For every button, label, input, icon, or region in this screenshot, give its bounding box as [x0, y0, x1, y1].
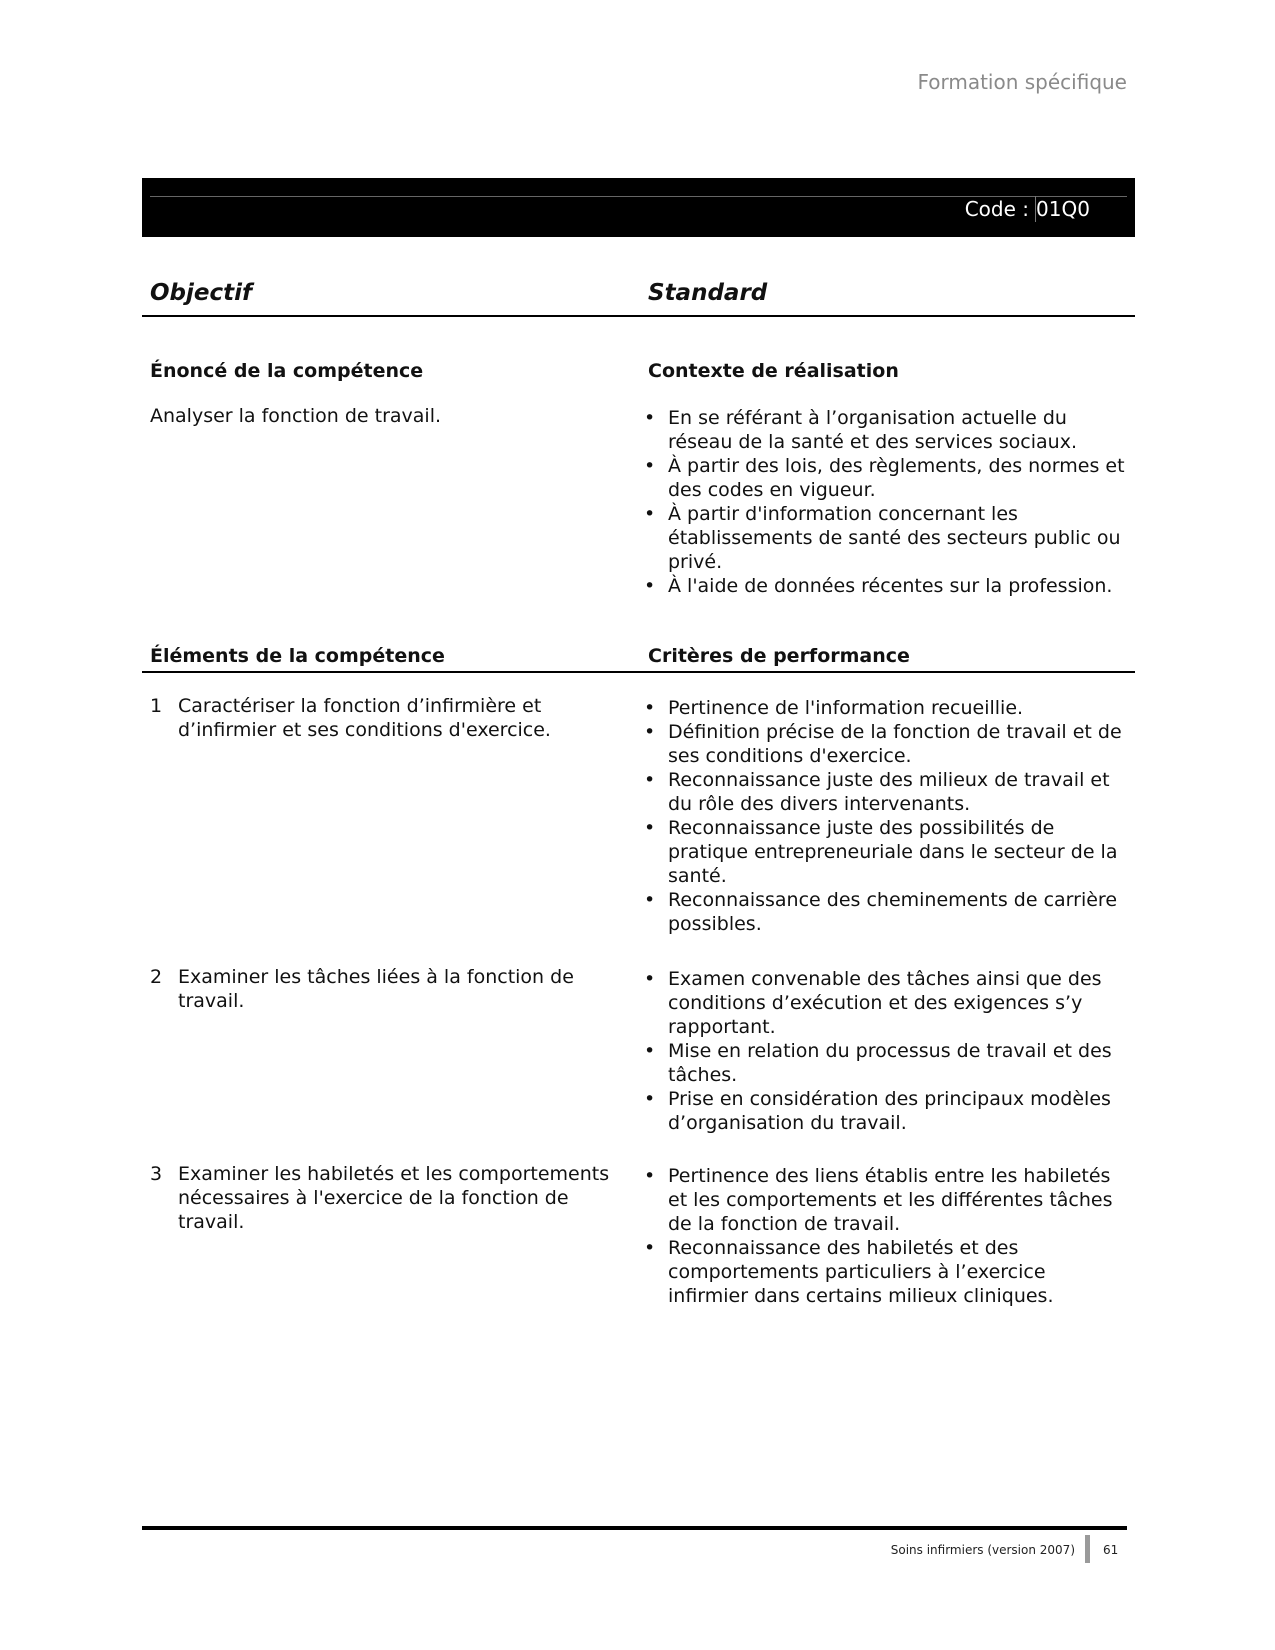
contexte-item: • À partir d'information concernant les établissements de santé des secteurs public ou privé. — [644, 502, 1130, 574]
criterion-item: • Reconnaissance des habiletés et des comportements particuliers à l’exercice infirmier dans certains milieux cliniques. — [644, 1236, 1130, 1308]
code-value: 01Q0 — [1036, 197, 1090, 221]
criterion-item: • Reconnaissance juste des possibilités de pratique entrepreneuriale dans le secteur de la santé. — [644, 816, 1130, 888]
competence-heading: Énoncé de la compétence — [150, 360, 424, 382]
criterion-item: • Pertinence des liens établis entre les habiletés et les comportements et les différentes tâches de la fonction de travail. — [644, 1164, 1130, 1236]
code-bar — [142, 178, 1135, 237]
contexte-heading: Contexte de réalisation — [648, 360, 899, 382]
element-text: Examiner les tâches liées à la fonction de travail. — [178, 966, 574, 1012]
column-heading-objectif: Objectif — [150, 280, 253, 306]
contexte-item: • À partir des lois, des règlements, des normes et des codes en vigueur. — [644, 454, 1130, 502]
competence-element-2 — [150, 965, 636, 1013]
criterion-item: • Définition précise de la fonction de travail et de ses conditions d'exercice. — [644, 720, 1130, 768]
code-label: Code : — [965, 196, 1036, 222]
criterion-item: • Reconnaissance juste des milieux de travail et du rôle des divers intervenants. — [644, 768, 1130, 816]
element-text: Caractériser la fonction d’infirmière et d’infirmier et ses conditions d'exercice. — [178, 695, 551, 741]
contexte-item: • À l'aide de données récentes sur la profession. — [644, 574, 1130, 598]
element-number: 2 — [150, 966, 163, 988]
criterion-item: • Reconnaissance des cheminements de carrière possibles. — [644, 888, 1130, 936]
running-head: Formation spécifique — [917, 70, 1127, 94]
criterion-item: • Mise en relation du processus de travail et des tâches. — [644, 1039, 1130, 1087]
criteria-list-1 — [644, 696, 1130, 936]
element-number: 1 — [150, 695, 163, 717]
page-number: 61 — [1103, 1543, 1119, 1557]
contexte-list — [644, 406, 1130, 598]
element-number: 3 — [150, 1163, 163, 1185]
competence-element-1 — [150, 694, 630, 742]
footer-rule — [142, 1526, 1127, 1530]
criterion-item: • Prise en considération des principaux modèles d’organisation du travail. — [644, 1087, 1130, 1135]
footer-title: Soins infirmiers (version 2007) — [890, 1543, 1075, 1557]
competence-statement: Analyser la fonction de travail. — [150, 405, 442, 427]
elements-heading-rule — [142, 671, 1135, 673]
criteria-list-2 — [644, 967, 1130, 1135]
elements-heading: Éléments de la compétence — [150, 645, 445, 667]
criteria-list-3 — [644, 1164, 1130, 1308]
criterion-item: • Examen convenable des tâches ainsi que des conditions d’exécution et des exigences s’y rapportant. — [644, 967, 1130, 1039]
column-heading-standard: Standard — [648, 280, 768, 306]
competence-element-3 — [150, 1162, 630, 1234]
element-text: Examiner les habiletés et les comportements nécessaires à l'exercice de la fonction de travail. — [178, 1163, 610, 1233]
criterion-item: • Pertinence de l'information recueillie. — [644, 696, 1130, 720]
criteres-heading: Critères de performance — [648, 645, 910, 667]
footer-separator — [1085, 1535, 1090, 1563]
contexte-item: • En se référant à l’organisation actuelle du réseau de la santé et des services sociaux. — [644, 406, 1130, 454]
column-heading-rule — [142, 315, 1135, 317]
